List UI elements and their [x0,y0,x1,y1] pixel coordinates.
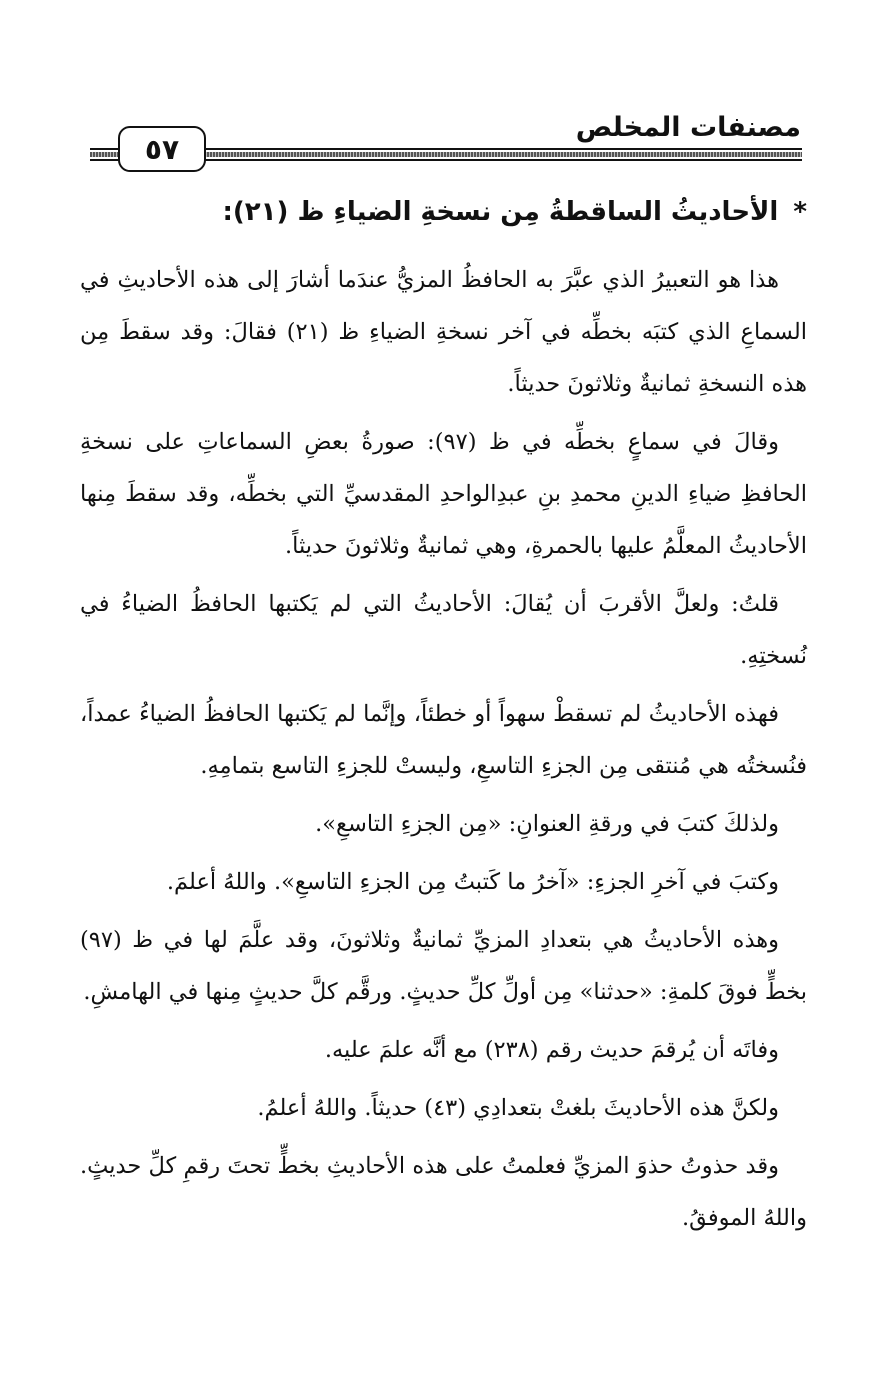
running-title: مصنفات المخلص [575,112,801,143]
paragraph-10: وقد حذوتُ حذوَ المزيِّ فعلمتُ على هذه الأحاديثِ بخطٍّ تحتَ رقمِ كلِّ حديثٍ. واللهُ الموفقُ. [80,1153,807,1231]
page-number-box [118,126,206,172]
paragraph-9: ولكنَّ هذه الأحاديثَ بلغتْ بتعدادِي (٤٣) حديثاً. واللهُ أعلمُ. [257,1095,779,1121]
paragraph-1: هذا هو التعبيرُ الذي عبَّرَ به الحافظُ المزيُّ عندَما أشارَ إلى هذه الأحاديثِ في السماعِ الذي كتبَه بخطِّه في آخر نسخةِ الضياءِ ظ (٢١) فقالَ: وقد سقطَ مِن هذه النسخةِ ثمانيةٌ وثلاثونَ حديثاً. [80,267,807,397]
paragraph-2: وقالَ في سماعٍ بخطِّه في ظ (٩٧): صورةُ بعضِ السماعاتِ على نسخةِ الحافظِ ضياءِ الدينِ محمدِ بنِ عبدِالواحدِ المقدسيِّ التي بخطِّه، وقد سقطَ مِنها الأحاديثُ المعلَّمُ عليها بالحمرةِ، وهي ثمانيةٌ وثلاثونَ حديثاً. [80,429,807,559]
section-heading [80,190,807,234]
paragraph-4: فهذه الأحاديثُ لم تسقطْ سهواً أو خطئاً، وإنَّما لم يَكتبها الحافظُ الضياءُ عمداً، فنُسختُه هي مُنتقى مِن الجزءِ التاسعِ، وليستْ للجزءِ التاسع بتمامِهِ. [80,701,807,779]
page-body [80,190,807,1250]
star-marker: * [793,197,807,227]
section-heading-text: الأحاديثُ الساقطةُ مِن نسخةِ الضياءِ ظ (٢١): [222,197,779,227]
paragraph-5: ولذلكَ كتبَ في ورقةِ العنوانِ: «مِن الجزءِ التاسعِ». [315,811,779,837]
paragraph-6: وكتبَ في آخرِ الجزءِ: «آخرُ ما كَتبتُ مِن الجزءِ التاسعِ». واللهُ أعلمَ. [166,869,779,895]
paragraph-7: وهذه الأحاديثُ هي بتعدادِ المزيِّ ثمانيةٌ وثلاثونَ، وقد علَّمَ لها في ظ (٩٧) بخطٍّ فوقَ كلمةِ: «حدثنا» مِن أولِّ كلِّ حديثٍ. ورقَّم كلَّ حديثٍ مِنها في الهامشِ. [80,927,807,1005]
page-number: ٥٧ [144,132,180,166]
paragraph-8: وفاتَه أن يُرقمَ حديث رقم (٢٣٨) مع أنَّه علمَ عليه. [324,1037,779,1063]
paragraph-3: قلتُ: ولعلَّ الأقربَ أن يُقالَ: الأحاديثُ التي لم يَكتبها الحافظُ الضياءُ في نُسختِهِ. [80,591,807,669]
